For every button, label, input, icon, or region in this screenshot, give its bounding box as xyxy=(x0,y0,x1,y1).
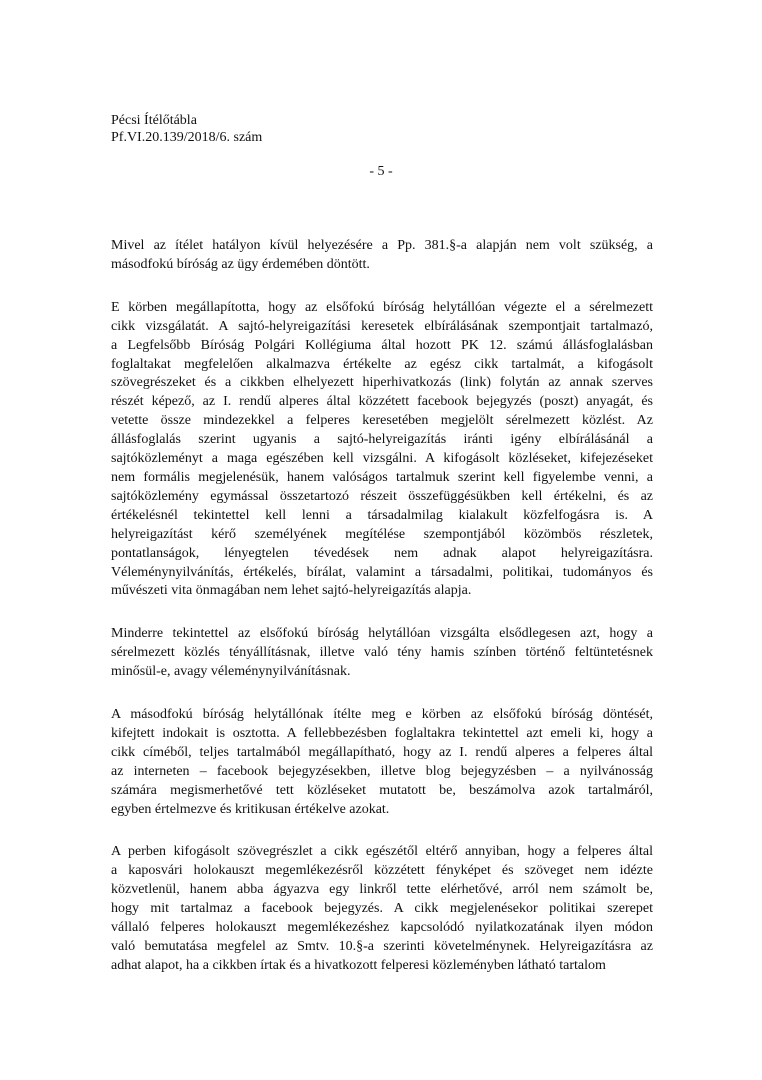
paragraph-line: másodfokú bíróság az ügy érdemében döntött. xyxy=(111,256,370,272)
paragraph-line: közvetlenül, hanem abba ágyazva egy linkről tette elérhetővé, arról nem számolt be, xyxy=(111,882,653,898)
paragraph-line: kifejtett indokait is osztotta. A fellebbezésben foglaltakra tekintettel azt emeli ki, hogy a xyxy=(111,725,653,741)
paragraph-line: vetette össze mindezekkel a felperes keresetében megjelölt sérelmezett közlést. Az xyxy=(111,413,653,429)
paragraph xyxy=(111,625,653,682)
paragraph xyxy=(111,237,653,275)
paragraph-line: részét képező, az I. rendű alperes által közzétett facebook bejegyzés (poszt) anyagát, és xyxy=(111,394,653,410)
document-header xyxy=(111,112,262,146)
paragraph-line: Véleménynyilvánítás, értékelés, bírálat, valamint a társadalmi, politikai, tudományos és xyxy=(111,564,653,580)
page-number: - 5 - xyxy=(369,164,393,179)
paragraph-line: sajtóközlemény egymással összetartozó részeit összefüggésükben kell értékelni, és az xyxy=(111,488,653,504)
paragraph-line: cikk címéből, teljes tartalmából megállapítható, hogy az I. rendű alperes a felperes által xyxy=(111,744,653,760)
paragraph-line: foglaltakat megfelelően alkalmazva értékelte az egész cikk tartalmát, a kifogásolt xyxy=(111,356,653,372)
paragraph-line: E körben megállapította, hogy az elsőfokú bíróság helytállóan végezte el a sérelmezett xyxy=(111,299,653,315)
paragraph-line: helyreigazítást kérő személyének megítélése szempontjából közömbös részletek, xyxy=(111,526,653,542)
paragraph-line: sérelmezett közlés tényállításnak, illetve való tény hamis színben történő feltüntetésnek xyxy=(111,645,653,661)
paragraph-line: sajtóközleményt a maga egészében kell vizsgálni. A kifogásolt közléseket, kifejezéseket xyxy=(111,451,653,467)
paragraph xyxy=(111,706,653,819)
paragraph-line: pontatlanságok, lényegtelen tévedések nem adnak alapot helyreigazításra. xyxy=(111,545,653,561)
document-body xyxy=(111,237,653,1000)
paragraph-line: az interneten – facebook bejegyzésekben, illetve blog bejegyzésben – a nyilvánosság xyxy=(111,763,653,779)
case-number: Pf.VI.20.139/2018/6. szám xyxy=(111,130,263,145)
paragraph-line: Minderre tekintettel az elsőfokú bíróság helytállóan vizsgálta elsődlegesen azt, hogy a xyxy=(111,626,653,642)
paragraph-line: A másodfokú bíróság helytállónak ítélte meg e körben az elsőfokú bíróság döntését, xyxy=(111,707,653,723)
paragraph-line: értékelésnél tekintettel kell lenni a társadalmilag kialakult közfelfogásra is. A xyxy=(111,507,653,523)
paragraph xyxy=(111,843,653,975)
paragraph-line: minősül-e, avagy véleménynyilvánításnak. xyxy=(111,664,351,680)
paragraph-line: Mivel az ítélet hatályon kívül helyezésére a Pp. 381.§-a alapján nem volt szükség, a xyxy=(111,238,653,253)
paragraph-line: A perben kifogásolt szövegrészlet a cikk egészétől eltérő annyiban, hogy a felperes által xyxy=(111,844,653,860)
paragraph-line: cikk vizsgálatát. A sajtó-helyreigazítási keresetek elbírálásának szempontjait tartalmazó, xyxy=(111,318,653,334)
paragraph-line: nem formális megjelenésük, hanem valóságos tartalmuk szerint kell figyelembe venni, a xyxy=(111,469,653,485)
paragraph-line: számára megismerhetővé tett közléseket mutatott be, beszámolva azok tartalmáról, xyxy=(111,782,653,798)
paragraph-line: a kaposvári holokauszt megemlékezésről közzétett fényképet és szöveget nem idézte xyxy=(111,863,653,879)
court-name: Pécsi Ítélőtábla xyxy=(111,113,197,128)
paragraph-line: a Legfelsőbb Bíróság Polgári Kollégiuma által hozott PK 12. számú állásfoglalásban xyxy=(111,337,653,353)
paragraph-line: való bemutatása megfelel az Smtv. 10.§-a szerinti követelménynek. Helyreigazításra az xyxy=(111,939,653,954)
paragraph-line: művészeti vita önmagában nem lehet sajtó-helyreigazítás alapja. xyxy=(111,583,472,599)
paragraph xyxy=(111,299,653,602)
paragraph-line: egyben értelmezve és kritikusan értékelve azokat. xyxy=(111,801,390,817)
paragraph-line: állásfoglalás szerint ugyanis a sajtó-helyreigazítás iránti igény elbírálásánál a xyxy=(111,432,653,448)
paragraph-line: vállaló felperes holokauszt megemlékezéshez kapcsolódó nyilatkozatának ilyen módon xyxy=(111,920,653,936)
paragraph-line: hogy mit tartalmaz a facebook bejegyzés. A cikk megjelenésekor politikai szerepet xyxy=(111,901,653,917)
paragraph-line: adhat alapot, ha a cikkben írtak és a hivatkozott felperesi közleményben látható tartalom xyxy=(111,957,606,973)
paragraph-line: szövegrészeket és a cikkben elhelyezett hiperhivatkozás (link) folytán az annak szerves xyxy=(111,375,653,391)
